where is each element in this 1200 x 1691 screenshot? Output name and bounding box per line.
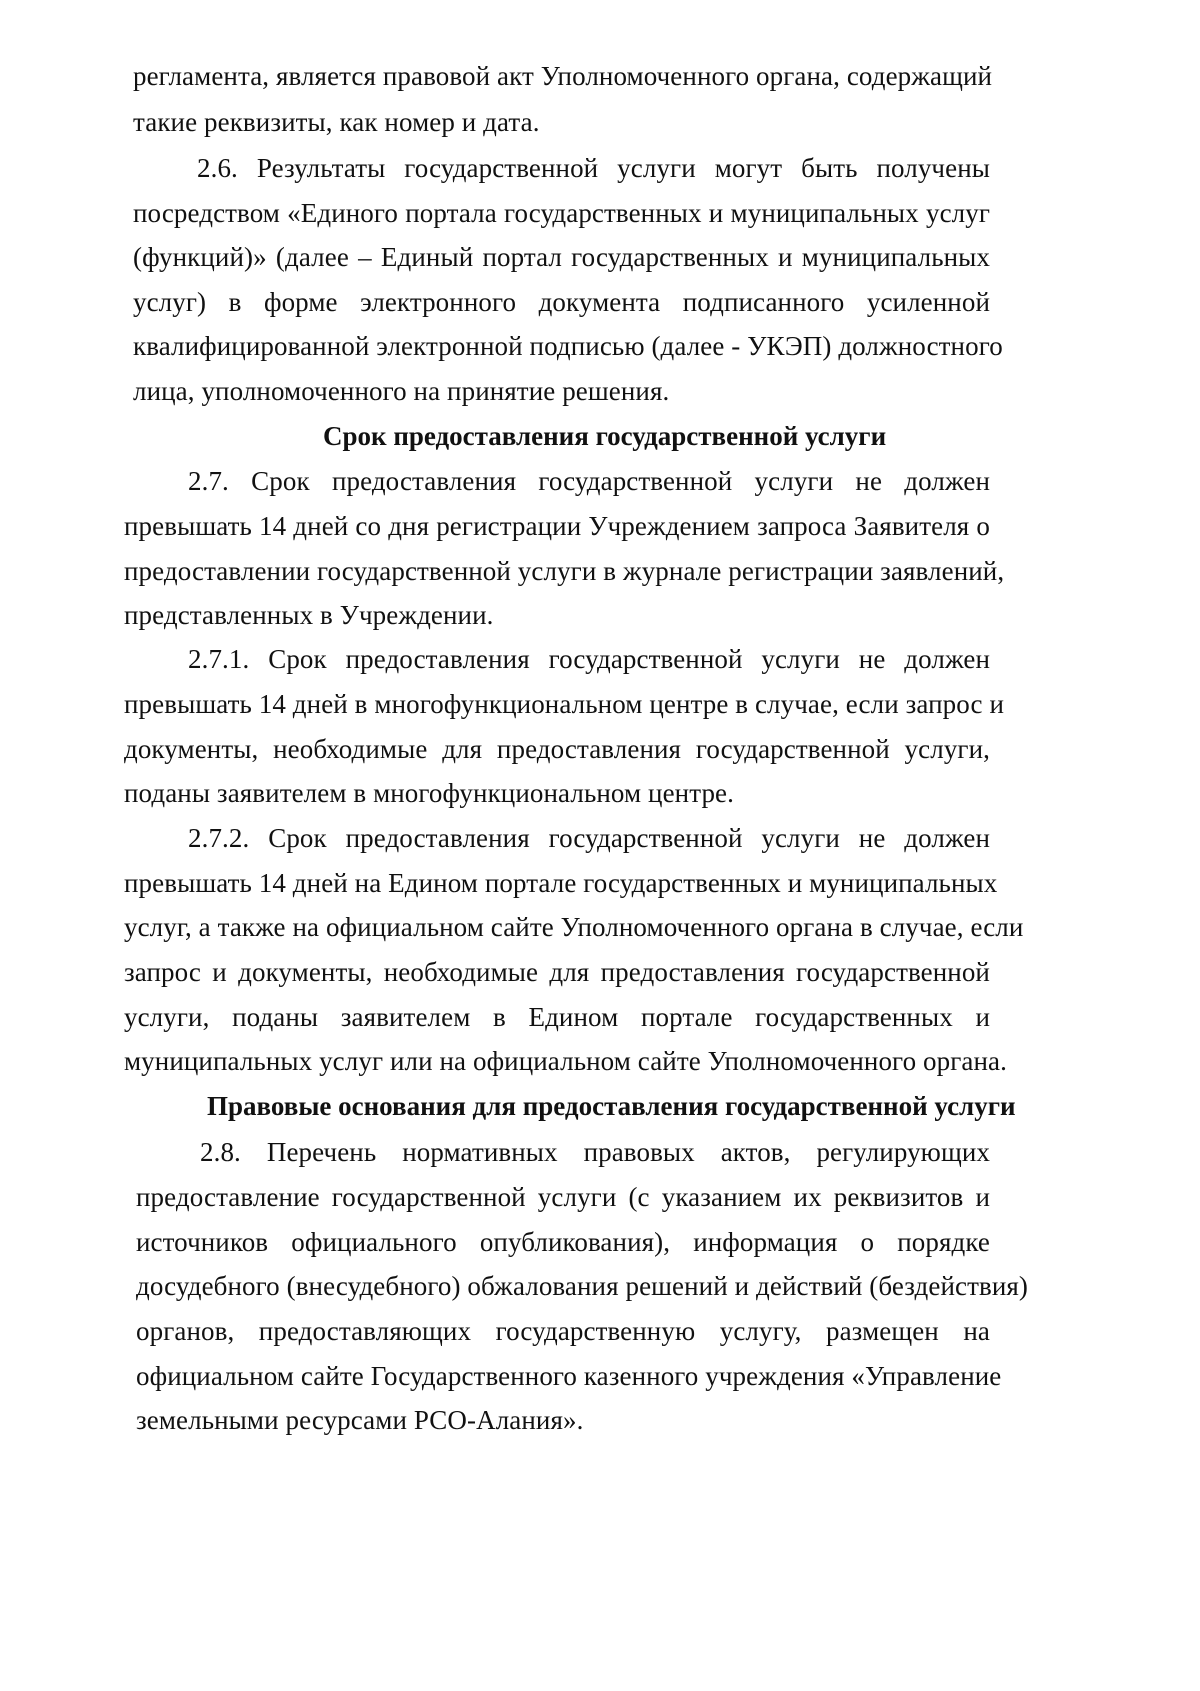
paragraph-2-6-line: (функций)» (далее – Единый портал государственных и муниципальных xyxy=(133,242,990,272)
section-heading-term: Срок предоставления государственной услуги xyxy=(323,421,887,451)
text-line: регламента, является правовой акт Уполномоченного органа, содержащий xyxy=(133,61,993,91)
paragraph-2-7-1-line: 2.7.1. Срок предоставления государственной услуги не должен xyxy=(188,644,990,674)
paragraph-2-7-1-line: поданы заявителем в многофункциональном центре. xyxy=(124,778,734,808)
paragraph-2-7-line: представленных в Учреждении. xyxy=(124,600,494,630)
paragraph-2-7-2-line: запрос и документы, необходимые для предоставления государственной xyxy=(124,957,990,987)
paragraph-2-6-line: квалифицированной электронной подписью (далее - УКЭП) должностного xyxy=(133,331,1003,361)
paragraph-2-7-1-line: превышать 14 дней в многофункциональном центре в случае, если запрос и xyxy=(124,689,1004,719)
paragraph-2-6-line: посредством «Единого портала государственных и муниципальных услуг xyxy=(133,198,990,228)
paragraph-2-8-line: земельными ресурсами РСО-Алания». xyxy=(136,1405,584,1435)
paragraph-2-8-line: источников официального опубликования), информация о порядке xyxy=(136,1227,990,1257)
paragraph-2-7-2-line: 2.7.2. Срок предоставления государственной услуги не должен xyxy=(188,823,990,853)
paragraph-2-7-2-line: услуг, а также на официальном сайте Уполномоченного органа в случае, если xyxy=(124,912,1024,942)
paragraph-2-7-2-line: превышать 14 дней на Едином портале государственных и муниципальных xyxy=(124,868,998,898)
paragraph-2-7-line: 2.7. Срок предоставления государственной услуги не должен xyxy=(188,466,990,496)
paragraph-2-7-line: предоставлении государственной услуги в журнале регистрации заявлений, xyxy=(124,556,1005,586)
paragraph-2-7-1-line: документы, необходимые для предоставления государственной услуги, xyxy=(124,734,990,764)
paragraph-2-7-line: превышать 14 дней со дня регистрации Учреждением запроса Заявителя о xyxy=(124,511,990,541)
section-heading-legal: Правовые основания для предоставления государственной услуги xyxy=(207,1091,1016,1121)
text-line: такие реквизиты, как номер и дата. xyxy=(133,107,540,137)
paragraph-2-6-line: 2.6. Результаты государственной услуги могут быть получены xyxy=(197,153,990,183)
paragraph-2-7-2-line: услуги, поданы заявителем в Едином портале государственных и xyxy=(124,1002,990,1032)
paragraph-2-8-line: официальном сайте Государственного казенного учреждения «Управление xyxy=(136,1361,1002,1391)
paragraph-2-7-2-line: муниципальных услуг или на официальном сайте Уполномоченного органа. xyxy=(124,1046,1007,1076)
paragraph-2-8-line: досудебного (внесудебного) обжалования решений и действий (бездействия) xyxy=(136,1271,1029,1301)
paragraph-2-6-line: лица, уполномоченного на принятие решения. xyxy=(133,376,670,406)
paragraph-2-8-line: предоставление государственной услуги (с указанием их реквизитов и xyxy=(136,1182,990,1212)
paragraph-2-6-line: услуг) в форме электронного документа подписанного усиленной xyxy=(133,287,990,317)
paragraph-2-8-line: 2.8. Перечень нормативных правовых актов, регулирующих xyxy=(200,1137,990,1167)
paragraph-2-8-line: органов, предоставляющих государственную услугу, размещен на xyxy=(136,1316,990,1346)
